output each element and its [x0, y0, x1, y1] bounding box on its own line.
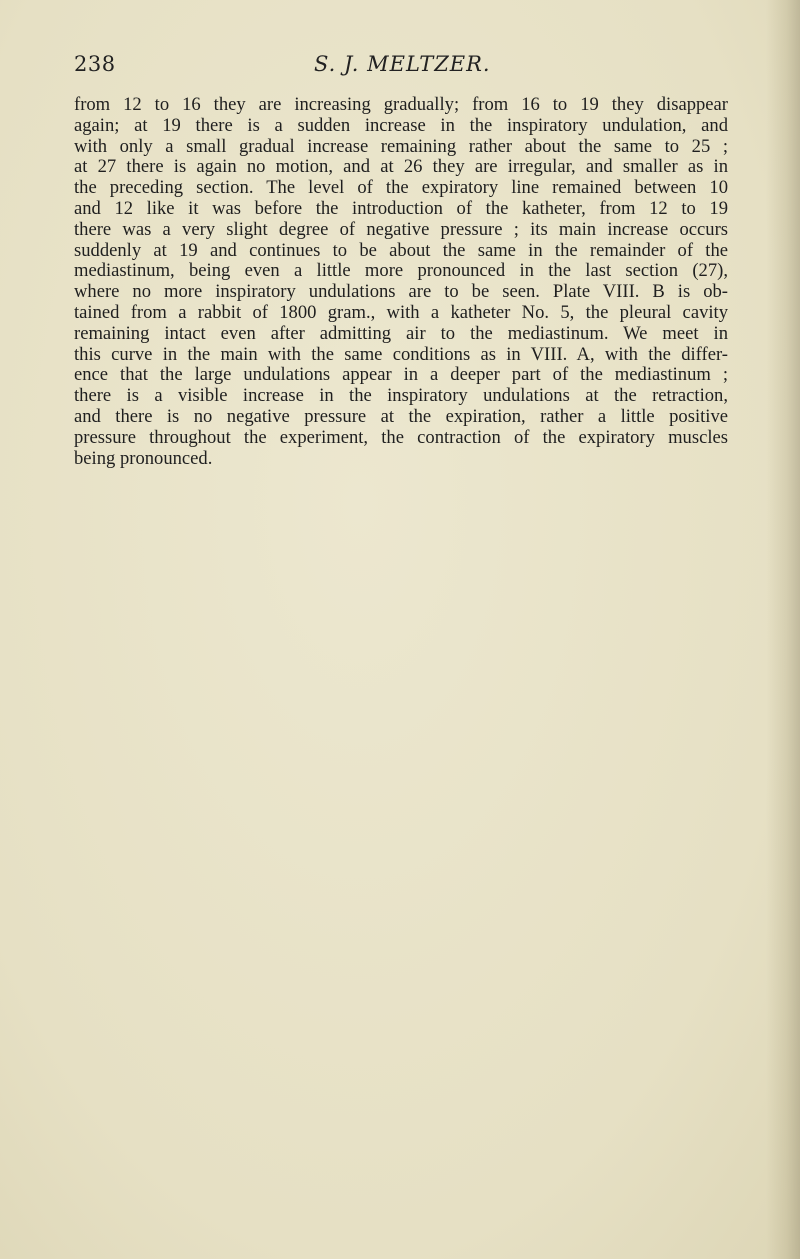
text-line: and 12 like it was before the introduction of the katheter, from 12 to 19	[74, 197, 728, 219]
page-number: 238	[74, 52, 116, 76]
text-line: suddenly at 19 and continues to be about the same in the remainder of the	[74, 239, 728, 261]
page-edge-shadow	[766, 0, 800, 1259]
text-line: remaining intact even after admitting air to the mediastinum. We meet in	[74, 322, 728, 344]
text-line: tained from a rabbit of 1800 gram., with a katheter No. 5, the pleural cavity	[74, 301, 728, 323]
body-paragraph	[74, 95, 728, 469]
running-head: S. J. MELTZER.	[314, 52, 491, 76]
page-header	[74, 52, 724, 86]
text-line: the preceding section. The level of the expiratory line remained between 10	[74, 177, 728, 199]
text-line: pressure throughout the experiment, the contraction of the expiratory muscles	[74, 426, 728, 448]
text-line: there is a visible increase in the inspiratory undulations at the retraction,	[74, 385, 728, 407]
text-line: where no more inspiratory undulations are to be seen. Plate VIII. B is ob-	[74, 281, 728, 303]
text-line: ence that the large undulations appear in a deeper part of the mediastinum ;	[74, 364, 728, 386]
text-line: and there is no negative pressure at the expiration, rather a little positive	[74, 405, 728, 427]
text-line: again; at 19 there is a sudden increase in the inspiratory undulation, and	[74, 114, 728, 136]
text-line: at 27 there is again no motion, and at 26 they are irregular, and smaller as in	[74, 156, 728, 178]
text-line: mediastinum, being even a little more pronounced in the last section (27),	[74, 260, 728, 282]
text-line: from 12 to 16 they are increasing gradually; from 16 to 19 they disappear	[74, 94, 728, 115]
text-line: this curve in the main with the same conditions as in VIII. A, with the differ-	[74, 343, 728, 365]
text-line: there was a very slight degree of negative pressure ; its main increase occurs	[74, 218, 728, 240]
text-line: with only a small gradual increase remaining rather about the same to 25 ;	[74, 135, 728, 157]
text-line: being pronounced.	[74, 447, 213, 469]
